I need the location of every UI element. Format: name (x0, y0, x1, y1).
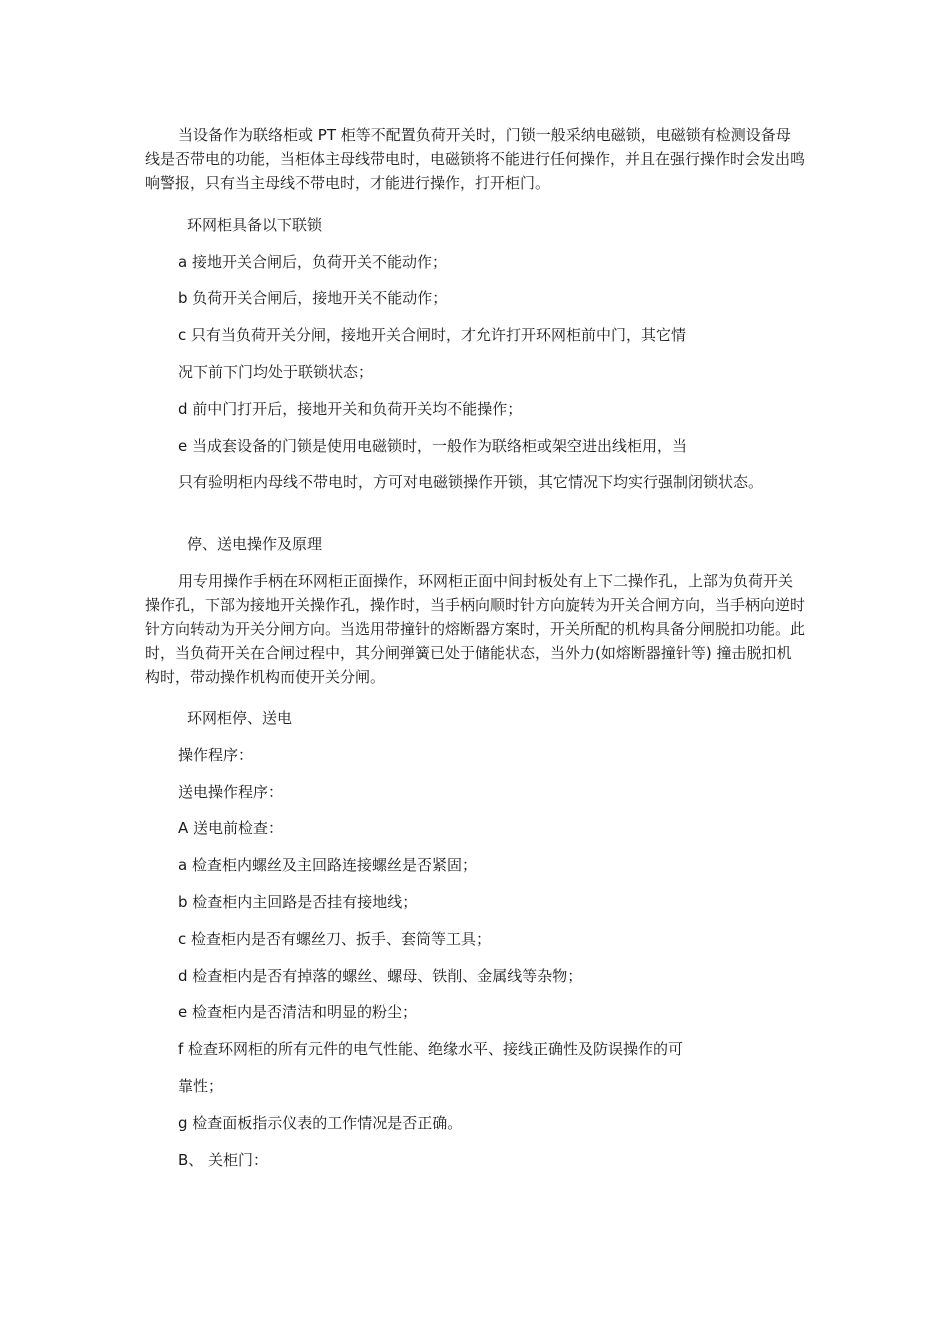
interlock-item-c-line1: c 只有当负荷开关分闸，接地开关合闸时，才允许打开环网柜前中门，其它情 (178, 326, 687, 344)
interlock-item-d: d 前中门打开后，接地开关和负荷开关均不能操作； (178, 400, 523, 418)
interlock-item-b: b 负荷开关合闸后，接地开关不能动作； (178, 289, 448, 307)
check-item-d: d 检查柜内是否有掉落的螺丝、螺母、铁削、金属线等杂物； (178, 967, 583, 985)
heading-interlocks: 环网柜具备以下联锁 (187, 216, 323, 234)
check-item-g: g 检查面板指示仪表的工作情况是否正确。 (178, 1114, 463, 1132)
check-item-f-line2: 靠性； (178, 1077, 224, 1095)
check-item-a: a 检查柜内螺丝及主回路连接螺丝是否紧固； (178, 856, 477, 874)
interlock-item-c-line2: 况下前下门均处于联锁状态； (178, 363, 374, 381)
check-item-c: c 检查柜内是否有螺丝刀、扳手、套筒等工具； (178, 930, 492, 948)
interlock-item-a: a 接地开关合闸后，负荷开关不能动作； (178, 253, 447, 271)
check-item-b: b 检查柜内主回路是否挂有接地线； (178, 893, 418, 911)
interlock-item-e-line1: e 当成套设备的门锁是使用电磁锁时，一般作为联络柜或架空进出线柜用，当 (178, 437, 688, 455)
heading-power-operation: 停、送电操作及原理 (187, 535, 323, 553)
step-b-close-door: B、 关柜门： (178, 1151, 269, 1169)
label-power-on-procedure: 送电操作程序： (178, 783, 284, 801)
step-a-pre-check: A 送电前检查： (178, 819, 284, 837)
label-operation-procedure: 操作程序： (178, 746, 254, 764)
check-item-f-line1: f 检查环网柜的所有元件的电气性能、绝缘水平、接线正确性及防误操作的可 (178, 1040, 684, 1058)
paragraph-electromagnetic-lock: 当设备作为联络柜或 PT 柜等不配置负荷开关时，门锁一般采纳电磁锁，电磁锁有检测设备母线是否带电的功能，当柜体主母线带电时，电磁锁将不能进行任何操作，并且在强行操作时会发出鸣响警报，只有当主母线不带电时，才能进行操作，打开柜门。 (145, 126, 806, 192)
interlock-item-e-line2: 只有验明柜内母线不带电时，方可对电磁锁操作开锁，其它情况下均实行强制闭锁状态。 (178, 473, 764, 491)
heading-ring-main-unit: 环网柜停、送电 (187, 709, 293, 727)
paragraph-operation-principle: 用专用操作手柄在环网柜正面操作，环网柜正面中间封板处有上下二操作孔，上部为负荷开关操作孔，下部为接地开关操作孔，操作时，当手柄向顺时针方向旋转为开关合闸方向，当手柄向逆时针方向转动为开关分闸方向。当选用带撞针的熔断器方案时，开关所配的机构具备分闸脱扣功能。此时，当负荷开关在合闸过程中，其分闸弹簧已处于储能状态，当外力(如熔断器撞针等) 撞击脱扣机构时，带动操作机构而使开关分闸。 (145, 572, 806, 686)
check-item-e: e 检查柜内是否清洁和明显的粉尘； (178, 1003, 417, 1021)
